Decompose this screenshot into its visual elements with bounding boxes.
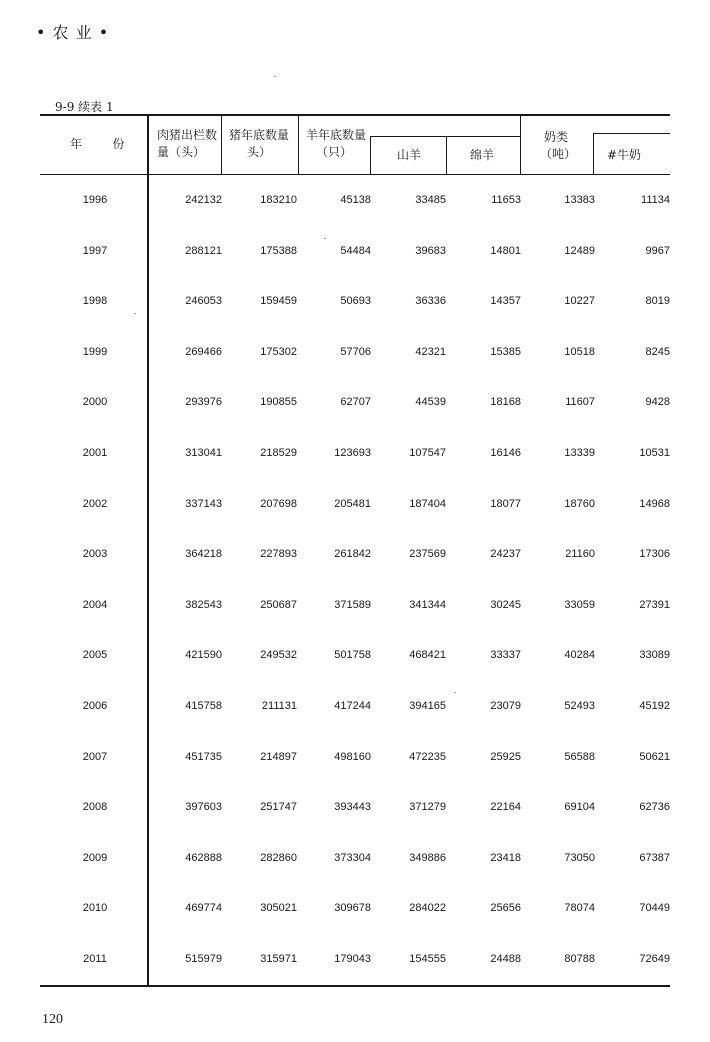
cell-goat: 468421 [409, 649, 446, 661]
cell-sheep: 25656 [490, 902, 521, 914]
cell-pork-output: 293976 [185, 396, 222, 408]
cell-pork-output: 313041 [185, 447, 222, 459]
cell-goat: 36336 [415, 295, 446, 307]
row-year: 2009 [82, 852, 108, 864]
cell-sheep-stock: 373304 [334, 852, 371, 864]
cell-sheep-stock: 261842 [334, 548, 371, 560]
cell-pig-stock: 159459 [260, 295, 297, 307]
cell-goat: 237569 [409, 548, 446, 560]
cell-sheep-stock: 45138 [340, 194, 371, 206]
header-line: 肉猪出栏数 [157, 128, 218, 142]
cell-milk: 56588 [564, 751, 595, 763]
cell-goat: 39683 [415, 245, 446, 257]
cell-pig-stock: 190855 [260, 396, 297, 408]
cell-pig-stock: 214897 [260, 751, 297, 763]
cell-milk: 40284 [564, 649, 595, 661]
cell-milk: 10227 [564, 295, 595, 307]
cell-cow-milk: 72649 [639, 953, 670, 965]
cell-milk: 21160 [565, 548, 595, 560]
header-line: 奶类 [544, 130, 569, 144]
table-label: 9-9 续表 1 [55, 100, 114, 114]
cell-pork-output: 397603 [185, 801, 222, 813]
cell-milk: 33059 [564, 599, 595, 611]
cell-cow-milk: 9967 [645, 245, 670, 257]
row-year: 2000 [82, 396, 108, 408]
cell-milk: 13339 [564, 447, 595, 459]
cell-sheep: 24488 [490, 953, 521, 965]
cell-milk: 10518 [564, 346, 595, 358]
table-bottom-rule [40, 985, 670, 987]
cell-pork-output: 462888 [185, 852, 222, 864]
cell-milk: 52493 [564, 700, 595, 712]
cell-sheep-stock: 54484 [340, 245, 371, 257]
cell-cow-milk: 70449 [639, 902, 670, 914]
row-year: 2004 [82, 599, 108, 611]
row-year: 2005 [82, 649, 108, 661]
cell-pig-stock: 305021 [260, 902, 297, 914]
cell-milk: 18760 [564, 498, 595, 510]
cell-sheep-stock: 50693 [340, 295, 371, 307]
row-year: 2011 [83, 953, 107, 965]
row-year: 1996 [82, 194, 108, 206]
header-year: 年 份 [70, 137, 125, 151]
cell-sheep-stock: 498160 [334, 751, 371, 763]
row-year: 1998 [82, 295, 108, 307]
header-goat: 山羊 [397, 148, 422, 162]
print-speck [454, 692, 456, 693]
cell-goat: 154555 [409, 953, 446, 965]
row-year: 2010 [82, 902, 108, 914]
cell-pork-output: 469774 [185, 902, 222, 914]
cell-sheep: 22164 [490, 801, 521, 813]
cell-pig-stock: 211131 [261, 700, 297, 712]
header-sheep: 绵羊 [470, 148, 495, 162]
cell-goat: 44539 [415, 396, 446, 408]
cell-goat: 33485 [415, 194, 446, 206]
sheep-subheader-rule [370, 136, 520, 137]
cell-goat: 394165 [409, 700, 446, 712]
cell-sheep-stock: 371589 [334, 599, 371, 611]
cell-cow-milk: 11134 [641, 194, 670, 206]
row-year: 2008 [82, 801, 108, 813]
cell-pig-stock: 315971 [260, 953, 297, 965]
header-line: 头） [247, 145, 272, 159]
cell-sheep-stock: 205481 [334, 498, 371, 510]
cell-goat: 187404 [409, 498, 446, 510]
cell-sheep-stock: 179043 [334, 953, 371, 965]
cell-sheep: 11653 [491, 194, 521, 206]
cell-cow-milk: 62736 [639, 801, 670, 813]
cell-sheep-stock: 501758 [334, 649, 371, 661]
cell-sheep: 25925 [490, 751, 521, 763]
cell-pork-output: 364218 [185, 548, 222, 560]
cell-cow-milk: 50621 [639, 751, 670, 763]
cell-sheep-stock: 393443 [334, 801, 371, 813]
cell-pork-output: 382543 [185, 599, 222, 611]
cell-pig-stock: 175302 [260, 346, 297, 358]
cell-pork-output: 242132 [185, 194, 222, 206]
cell-sheep-stock: 123693 [334, 447, 371, 459]
cell-pig-stock: 250687 [260, 599, 297, 611]
header-bottom-rule [40, 174, 670, 175]
column-divider [520, 114, 521, 175]
cell-pork-output: 246053 [185, 295, 222, 307]
cell-goat: 371279 [409, 801, 446, 813]
cell-sheep: 33337 [490, 649, 521, 661]
row-year: 2001 [82, 447, 108, 459]
header-sheep-stock [306, 127, 366, 161]
column-divider [298, 114, 299, 175]
row-year: 1997 [82, 245, 108, 257]
header-line: （吨） [540, 147, 577, 161]
column-divider [593, 133, 594, 175]
cell-goat: 42321 [415, 346, 446, 358]
cell-sheep: 30245 [490, 599, 521, 611]
row-year: 2003 [82, 548, 108, 560]
year-column-divider [147, 114, 149, 985]
cell-milk: 12489 [564, 245, 595, 257]
cell-goat: 284022 [409, 902, 446, 914]
column-divider [446, 136, 447, 175]
page-number: 120 [42, 1012, 63, 1027]
column-divider [370, 136, 371, 175]
cell-sheep: 23418 [490, 852, 521, 864]
cell-pork-output: 288121 [185, 245, 222, 257]
cell-cow-milk: 67387 [639, 852, 670, 864]
cell-sheep: 14357 [490, 295, 521, 307]
cell-sheep: 16146 [490, 447, 521, 459]
cell-milk: 78074 [564, 902, 595, 914]
header-cow-milk: #牛奶 [607, 148, 642, 162]
cell-cow-milk: 8019 [645, 295, 670, 307]
cell-pork-output: 337143 [185, 498, 222, 510]
cell-milk: 13383 [564, 194, 595, 206]
cell-milk: 11607 [565, 396, 595, 408]
cell-sheep: 24237 [490, 548, 521, 560]
cell-pig-stock: 183210 [260, 194, 297, 206]
cell-pork-output: 269466 [185, 346, 222, 358]
print-speck [324, 238, 326, 239]
cell-pig-stock: 218529 [260, 447, 297, 459]
header-pork-output [157, 127, 217, 161]
milk-subheader-rule [593, 133, 670, 134]
cell-cow-milk: 45192 [639, 700, 670, 712]
cell-sheep-stock: 62707 [340, 396, 371, 408]
row-year: 2002 [82, 498, 108, 510]
row-year: 2006 [82, 700, 108, 712]
header-line: 量（头） [157, 145, 206, 159]
cell-milk: 69104 [564, 801, 595, 813]
print-speck [274, 76, 276, 77]
cell-pork-output: 515979 [185, 953, 222, 965]
cell-cow-milk: 10531 [639, 447, 670, 459]
cell-pig-stock: 227893 [260, 548, 297, 560]
header-pig-stock [229, 127, 289, 161]
cell-pork-output: 415758 [185, 700, 222, 712]
cell-cow-milk: 14968 [639, 498, 670, 510]
cell-cow-milk: 8245 [645, 346, 670, 358]
cell-pig-stock: 249532 [260, 649, 297, 661]
header-line: （只） [316, 145, 353, 159]
row-year: 2007 [82, 751, 108, 763]
cell-sheep-stock: 417244 [334, 700, 371, 712]
cell-sheep: 15385 [490, 346, 521, 358]
cell-cow-milk: 17306 [639, 548, 670, 560]
cell-sheep: 18168 [490, 396, 521, 408]
header-line: 猪年底数量 [229, 128, 290, 142]
cell-pig-stock: 282860 [260, 852, 297, 864]
cell-goat: 349886 [409, 852, 446, 864]
cell-milk: 80788 [564, 953, 595, 965]
cell-milk: 73050 [564, 852, 595, 864]
cell-sheep: 14801 [490, 245, 521, 257]
cell-pig-stock: 175388 [260, 245, 297, 257]
cell-pork-output: 451735 [185, 751, 222, 763]
cell-pork-output: 421590 [185, 649, 222, 661]
cell-cow-milk: 33089 [639, 649, 670, 661]
cell-sheep-stock: 57706 [340, 346, 371, 358]
table-top-rule [40, 114, 670, 116]
cell-goat: 107547 [409, 447, 446, 459]
cell-cow-milk: 27391 [639, 599, 670, 611]
row-year: 1999 [82, 346, 108, 358]
header-line: 羊年底数量 [306, 128, 367, 142]
cell-pig-stock: 207698 [260, 498, 297, 510]
column-divider [221, 114, 222, 175]
cell-sheep: 18077 [490, 498, 521, 510]
cell-sheep-stock: 309678 [334, 902, 371, 914]
section-header: • 农 业 • [36, 23, 110, 42]
cell-sheep: 23079 [490, 700, 521, 712]
cell-cow-milk: 9428 [645, 396, 670, 408]
cell-goat: 472235 [409, 751, 446, 763]
print-speck [134, 313, 136, 314]
header-milk [540, 129, 576, 163]
cell-pig-stock: 251747 [260, 801, 297, 813]
cell-goat: 341344 [409, 599, 446, 611]
